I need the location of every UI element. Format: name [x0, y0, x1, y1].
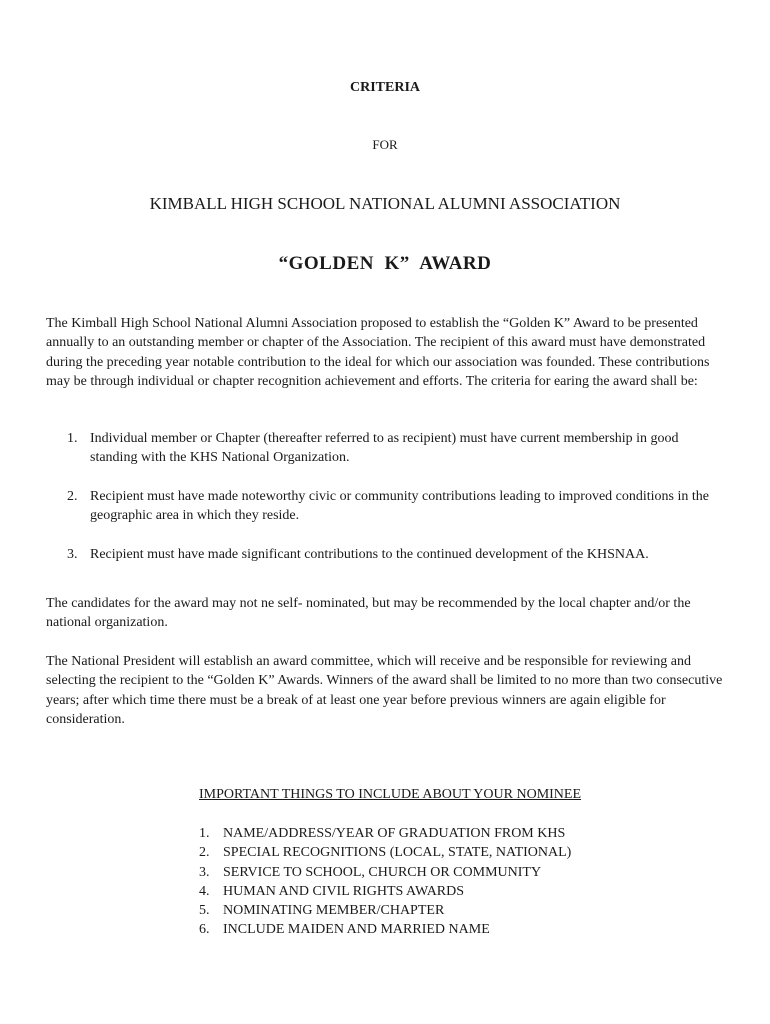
criteria-item-number: 3. — [67, 546, 78, 562]
criteria-item-number: 1. — [67, 431, 78, 446]
include-item-text: NAME/ADDRESS/YEAR OF GRADUATION FROM KHS — [223, 826, 566, 841]
include-item — [199, 901, 571, 920]
include-item-number: 5. — [199, 903, 210, 919]
include-item — [199, 843, 571, 862]
include-item-number: 4. — [199, 883, 210, 899]
criteria-item-number: 2. — [67, 488, 78, 504]
criteria-item — [46, 429, 726, 468]
president-paragraph: The National President will establish an award committee, which will receive and be responsible for reviewing and selecting the recipient to the “Golden K” Awards. Winners of the award shall be limited to no more than two consecutive years; after which time there must be a break of at least one year before previous winners are again eligible for consideration. — [46, 654, 723, 728]
include-item-number: 2. — [199, 845, 210, 861]
include-list — [199, 824, 571, 940]
candidates-paragraph: The candidates for the award may not ne self- nominated, but may be recommended by the local chapter and/or the national organization. — [46, 596, 691, 631]
criteria-item — [46, 487, 726, 526]
include-item — [199, 863, 571, 882]
criteria-item-text: Recipient must have made noteworthy civic or community contributions leading to improved conditions in the geographic area in which they reside. — [90, 488, 709, 524]
for-label: FOR — [372, 137, 398, 152]
criteria-item — [46, 545, 726, 564]
criteria-item-text: Individual member or Chapter (thereafter referred to as recipient) must have current membership in good standing with the KHS National Organization. — [90, 431, 679, 466]
organization-name: KIMBALL HIGH SCHOOL NATIONAL ALUMNI ASSOCIATION — [149, 194, 621, 213]
criteria-item-text: Recipient must have made significant contributions to the continued development of the KHSNAA. — [90, 546, 649, 562]
award-title: “GOLDEN K” AWARD — [278, 253, 492, 274]
criteria-list — [46, 429, 726, 583]
criteria-title: CRITERIA — [349, 80, 420, 95]
include-item-text: NOMINATING MEMBER/CHAPTER — [223, 903, 445, 919]
intro-paragraph: The Kimball High School National Alumni Association proposed to establish the “Golden K” Award to be presented annually to an outstanding member or chapter of the Association. The recipient of this award must have demonstrated during the preceding year notable contribution to the ideal for which our association was founded. These contributions may be through individual or chapter recognition achievement and efforts. The criteria for earing the award shall be: — [46, 316, 710, 390]
include-item — [199, 920, 571, 939]
include-item-text: SERVICE TO SCHOOL, CHURCH OR COMMUNITY — [223, 864, 542, 880]
include-heading: IMPORTANT THINGS TO INCLUDE ABOUT YOUR NOMINEE — [199, 787, 582, 802]
include-item-text: SPECIAL RECOGNITIONS (LOCAL, STATE, NATIONAL) — [223, 845, 572, 861]
include-item-number: 1. — [199, 826, 210, 841]
include-item — [199, 882, 571, 901]
include-item-number: 6. — [199, 922, 210, 938]
include-item — [199, 824, 571, 843]
include-item-text: HUMAN AND CIVIL RIGHTS AWARDS — [223, 883, 465, 899]
include-item-number: 3. — [199, 864, 210, 880]
include-item-text: INCLUDE MAIDEN AND MARRIED NAME — [223, 922, 490, 938]
